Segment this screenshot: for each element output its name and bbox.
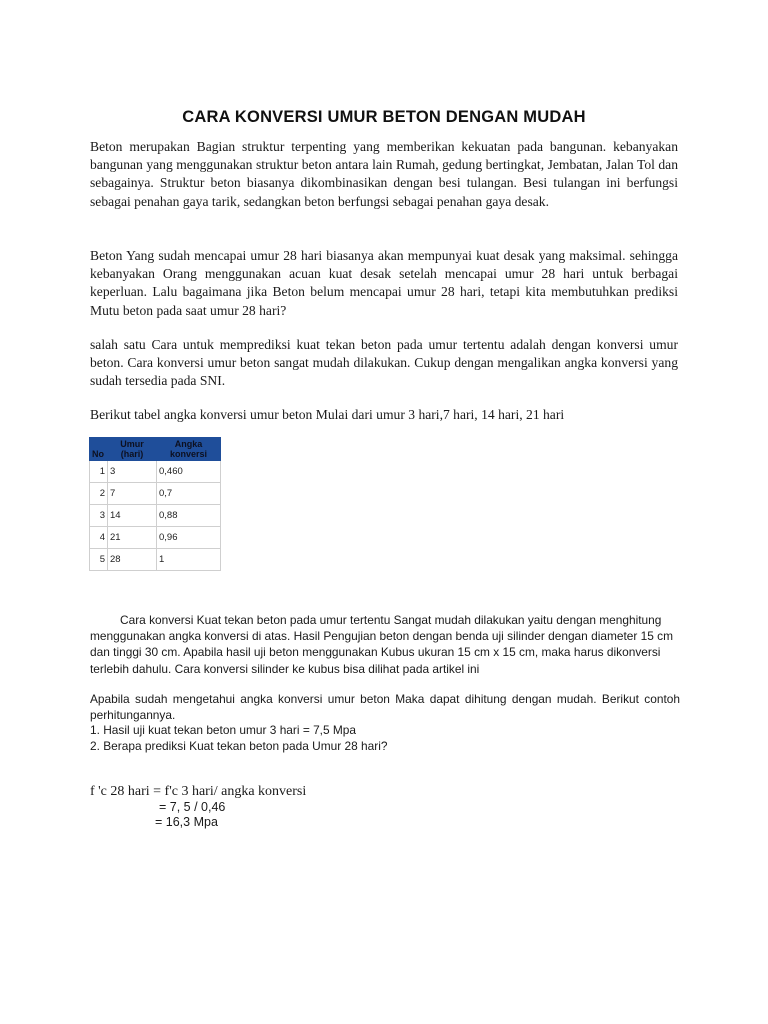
- table-row: [90, 549, 221, 571]
- contoh-item-1: 1. Hasil uji kuat tekan beton umur 3 hari = 7,5 Mpa: [90, 723, 357, 738]
- cell-no: 2: [90, 483, 108, 505]
- cell-umur: 21: [108, 527, 157, 549]
- table-row: [90, 505, 221, 527]
- cell-umur: 7: [108, 483, 157, 505]
- table-header-row: [90, 438, 221, 461]
- calculation-result: = 16,3 Mpa: [155, 815, 218, 829]
- table-row: [90, 483, 221, 505]
- paragraph-prediksi: salah satu Cara untuk memprediksi kuat tekan beton pada umur tertentu adalah dengan konversi umur beton. Cara konversi umur beton sangat mudah dilakukan. Cukup dengan mengalikan angka konversi yang sudah tersedia pada SNI.: [90, 337, 678, 389]
- cell-umur: 3: [108, 461, 157, 483]
- cell-umur: 28: [108, 549, 157, 571]
- cell-no: 5: [90, 549, 108, 571]
- header-no: No: [90, 438, 108, 461]
- cell-angka: 1: [157, 549, 221, 571]
- calculation-formula: f 'c 28 hari = f'c 3 hari/ angka konversi: [90, 784, 307, 799]
- cell-angka: 0,460: [157, 461, 221, 483]
- paragraph-umur-28-hari: Beton Yang sudah mencapai umur 28 hari biasanya akan mempunyai kuat desak yang maksimal. sehingga kebanyakan Orang menggunakan acuan kuat desak setelah mencapai umur 28 hari untuk berbagai keperluan. Lalu bagaimana jika Beton belum mencapai umur 28 hari, tetapi kita membutuhkan prediksi Mutu beton pada saat umur 28 hari?: [90, 248, 678, 318]
- cell-no: 1: [90, 461, 108, 483]
- cell-no: 4: [90, 527, 108, 549]
- header-angka-konversi: Angka konversi: [157, 438, 221, 461]
- paragraph-cara-konversi-text: Cara konversi Kuat tekan beton pada umur tertentu Sangat mudah dilakukan yaitu dengan menghitung menggunakan angka konversi di atas. Hasil Pengujian beton dengan benda uji silinder dengan diameter 15 cm dan tinggi 30 cm. Apabila hasil uji beton menggunakan Kubus ukuran 15 cm x 15 cm, maka harus dikonversi terlebih dahulu. Cara konversi silinder ke kubus bisa dilihat pada artikel ini: [90, 613, 674, 676]
- contoh-item-2: 2. Berapa prediksi Kuat tekan beton pada Umur 28 hari?: [90, 738, 388, 753]
- paragraph-contoh-intro: Apabila sudah mengetahui angka konversi umur beton Maka dapat dihitung dengan mudah. Berikut contoh perhitungannya.: [90, 692, 680, 722]
- table-row: [90, 461, 221, 483]
- calculation-block: [90, 784, 490, 830]
- conversion-table: [89, 437, 221, 571]
- table-row: [90, 527, 221, 549]
- cell-umur: 14: [108, 505, 157, 527]
- paragraph-contoh: [90, 692, 680, 754]
- cell-no: 3: [90, 505, 108, 527]
- cell-angka: 0,96: [157, 527, 221, 549]
- calculation-substitution: = 7, 5 / 0,46: [159, 800, 226, 814]
- paragraph-cara-konversi: [90, 612, 680, 677]
- cell-angka: 0,7: [157, 483, 221, 505]
- paragraph-intro: Beton merupakan Bagian struktur terpenting yang memberikan kekuatan pada bangunan. kebanyakan bangunan yang menggunakan struktur beton antara lain Rumah, gedung bertingkat, Jembatan, Jalan Tol dan sebagainya. Struktur beton biasanya dikombinasikan dengan besi tulangan. Besi tulangan ini berfungsi sebagai penahan gaya tarik, sedangkan beton berfungsi sebagai penahan gaya desak.: [90, 139, 678, 209]
- header-umur: Umur (hari): [108, 438, 157, 461]
- cell-angka: 0,88: [157, 505, 221, 527]
- page-title: CARA KONVERSI UMUR BETON DENGAN MUDAH: [182, 108, 586, 126]
- paragraph-tabel-intro: Berikut tabel angka konversi umur beton Mulai dari umur 3 hari,7 hari, 14 hari, 21 hari: [90, 407, 565, 422]
